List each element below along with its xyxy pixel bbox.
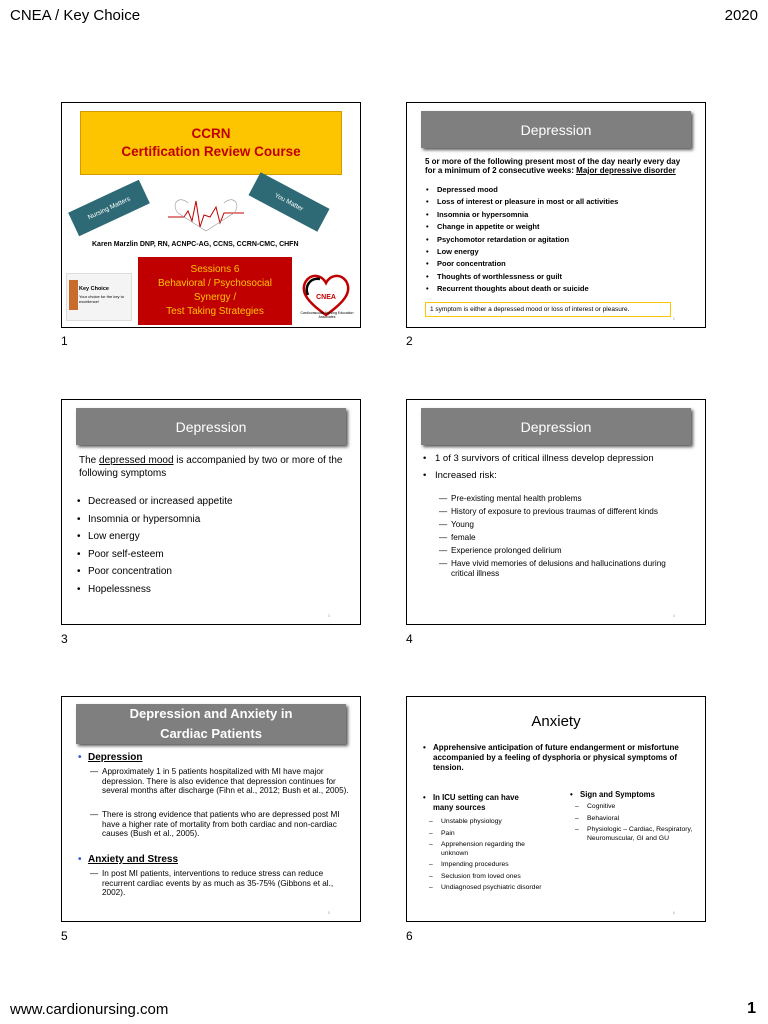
- list-item: – Impending procedures: [429, 861, 547, 870]
- list-item: • Psychomotor retardation or agitation: [425, 234, 618, 246]
- list-item: – Cognitive: [575, 803, 697, 812]
- symptom-list: [76, 493, 233, 598]
- depression-point-1: — Approximately 1 in 5 patients hospitalized with MI have major depression. There is also evidence that depression continues for several months after discharge (Fihn et al., 2012; Bush et al., 2005).: [90, 767, 352, 796]
- slide-page-mark: 2: [672, 316, 675, 321]
- list-item: • Decreased or increased appetite: [76, 493, 233, 511]
- symptom-list: [425, 184, 618, 296]
- symptom-note: 1 symptom is either a depressed mood or loss of interest or pleasure.: [425, 302, 671, 317]
- nursing-matters-ribbon: Nursing Matters: [68, 180, 150, 237]
- slide-number-4: 4: [406, 632, 413, 646]
- list-item: • Poor concentration: [76, 563, 233, 581]
- slide-page-mark: 3: [327, 613, 330, 618]
- list-item: • Change in appetite or weight: [425, 221, 618, 233]
- slide-4: [406, 399, 706, 625]
- list-item: – Undiagnosed psychiatric disorder: [429, 884, 547, 893]
- slide-page-mark: 4: [672, 613, 675, 618]
- intro-text-c: is accompanied by two or more of the following symptoms: [79, 455, 343, 479]
- icu-sources-list: [429, 818, 547, 896]
- list-item: – Pain: [429, 830, 547, 839]
- list-item: — Experience prolonged delirium: [439, 546, 689, 556]
- key-icon: [69, 280, 78, 310]
- list-item: • Poor concentration: [425, 258, 618, 270]
- risk-list: [421, 453, 671, 481]
- list-item: – Seclusion from loved ones: [429, 873, 547, 882]
- depression-criteria-intro: [425, 157, 687, 175]
- footer-page-number: 1: [747, 1000, 756, 1017]
- anxiety-stress-point: — In post MI patients, interventions to reduce stress can reduce recurrent cardiac events by as much as 35-75% (Gibbons et al., 2002).: [90, 869, 352, 898]
- major-depressive-disorder: Major depressive disorder: [576, 166, 676, 175]
- depression-point-2: — There is strong evidence that patients who are depressed post MI have a higher rate of mortality from both cardiac and non-cardiac causes (Bush et al., 2005).: [90, 810, 352, 839]
- page-header-year: 2020: [724, 7, 758, 24]
- list-item: – Apprehension regarding the unknown: [429, 841, 547, 858]
- cnea-org-name: Cardiovascular Nursing Education Associates: [300, 311, 354, 319]
- list-item: • Increased risk:: [421, 470, 671, 482]
- intro-text: 5 or more of the following present most of the day nearly every day for a minimum of 2 consecutive weeks:: [425, 157, 681, 175]
- slide-title: Depression: [421, 408, 691, 445]
- course-title: CCRN: [191, 126, 231, 141]
- list-item: • Insomnia or hypersomnia: [76, 511, 233, 529]
- key-choice-tagline: Your choice for the key to excellence!: [79, 294, 124, 304]
- list-item: – Physiologic – Cardiac, Respiratory, Neuromuscular, GI and GU: [575, 826, 697, 843]
- slide-title-line-2: Cardiac Patients: [160, 726, 262, 741]
- list-item: • Low energy: [425, 246, 618, 258]
- footer-url[interactable]: www.cardionursing.com: [10, 1001, 169, 1018]
- sessions-line-1: Sessions 6: [190, 264, 240, 275]
- list-item: • Insomnia or hypersomnia: [425, 209, 618, 221]
- intro-text-a: The: [79, 455, 100, 466]
- list-item: — History of exposure to previous traumas of different kinds: [439, 507, 689, 517]
- list-item: — female: [439, 533, 689, 543]
- course-title-box: [80, 111, 342, 175]
- key-choice-title: Key Choice: [79, 286, 109, 292]
- list-item: • 1 of 3 survivors of critical illness develop depression: [421, 453, 671, 465]
- slide-2: [406, 102, 706, 328]
- list-item: • Poor self-esteem: [76, 546, 233, 564]
- anxiety-definition: • Apprehensive anticipation of future endangerment or misfortune accompanied by a feeling of dysphoria or physical symptoms of tension.: [421, 743, 697, 773]
- cnea-logo-text: CNEA: [316, 294, 336, 301]
- signs-symptoms-heading: • Sign and Symptoms: [570, 790, 690, 800]
- list-item: • Hopelessness: [76, 581, 233, 599]
- slide-3: [61, 399, 361, 625]
- list-item: – Unstable physiology: [429, 818, 547, 827]
- list-item: • Recurrent thoughts about death or suicide: [425, 283, 618, 295]
- key-choice-logo: [66, 273, 132, 321]
- author-credentials: Karen Marzlin DNP, RN, ACNPC-AG, CCNS, CCRN-CMC, CHFN: [92, 241, 299, 248]
- list-item: • Loss of interest or pleasure in most or all activities: [425, 196, 618, 208]
- list-item: — Pre-existing mental health problems: [439, 494, 689, 504]
- sessions-line-3: Synergy /: [193, 292, 237, 303]
- sessions-box: [138, 257, 292, 325]
- slide-number-3: 3: [61, 632, 68, 646]
- slide-page-mark: 6: [672, 910, 675, 915]
- depressed-mood-intro: [79, 454, 349, 480]
- signs-symptoms-list: [575, 803, 697, 846]
- page-header-title: CNEA / Key Choice: [10, 7, 141, 24]
- slide-title: Depression: [421, 111, 691, 148]
- depression-heading: • Depression: [78, 752, 142, 763]
- slide-title: Anxiety: [531, 713, 581, 730]
- slide-1: [61, 102, 361, 328]
- list-item: • Thoughts of worthlessness or guilt: [425, 271, 618, 283]
- sessions-line-2: Behavioral / Psychosocial: [158, 278, 272, 289]
- sessions-line-4: Test Taking Strategies: [166, 306, 264, 317]
- slide-number-1: 1: [61, 334, 68, 348]
- list-item: • Low energy: [76, 528, 233, 546]
- slide-5: [61, 696, 361, 922]
- slide-title: [76, 704, 346, 744]
- slide-number-2: 2: [406, 334, 413, 348]
- icu-sources-heading: • In ICU setting can have many sources: [423, 793, 541, 813]
- slide-number-6: 6: [406, 929, 413, 943]
- anxiety-stress-heading: • Anxiety and Stress: [78, 854, 178, 865]
- you-matter-ribbon: You Matter: [248, 172, 329, 232]
- slide-title-line-1: Depression and Anxiety in: [129, 706, 293, 721]
- list-item: • Depressed mood: [425, 184, 618, 196]
- list-item: — Young: [439, 520, 689, 530]
- course-subtitle: Certification Review Course: [121, 144, 301, 159]
- list-item: — Have vivid memories of delusions and hallucinations during critical illness: [439, 559, 689, 579]
- slide-6: [406, 696, 706, 922]
- risk-factor-list: [439, 494, 689, 582]
- slide-number-5: 5: [61, 929, 68, 943]
- ecg-heart-icon: [166, 193, 246, 233]
- list-item: – Behavioral: [575, 815, 697, 824]
- slide-page-mark: 5: [327, 910, 330, 915]
- slide-title: Depression: [76, 408, 346, 445]
- depressed-mood-term: depressed mood: [99, 455, 174, 466]
